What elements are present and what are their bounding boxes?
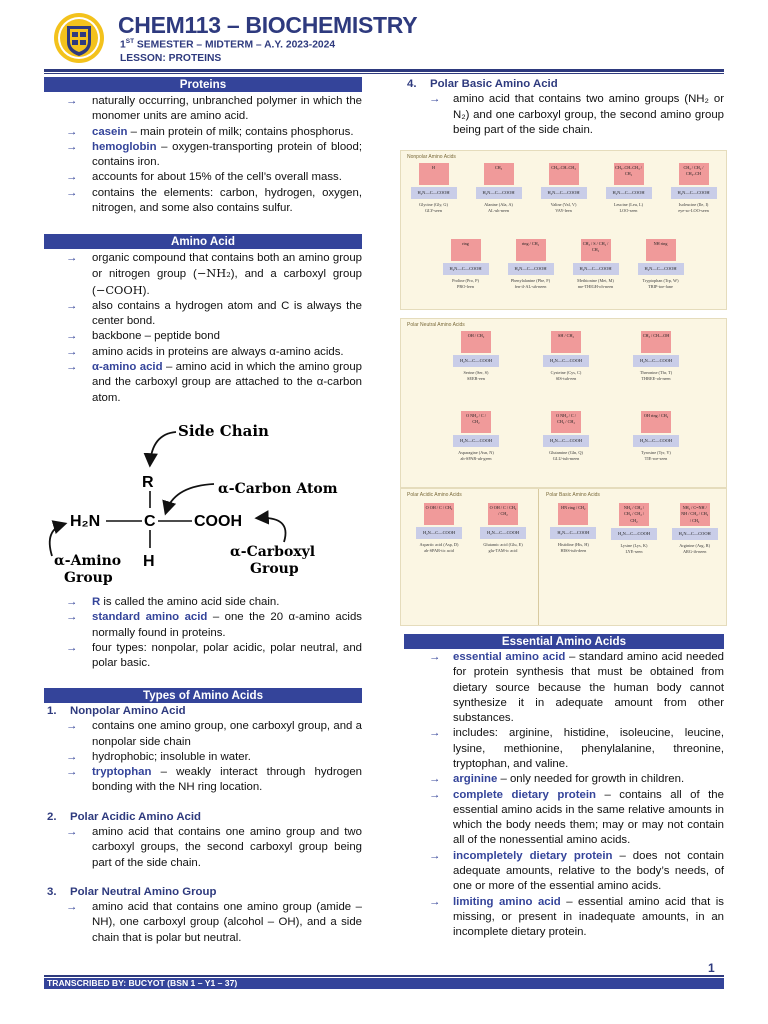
polar-basic-section: [404, 77, 724, 138]
amino-acid-card: [521, 411, 611, 486]
list-item: → arginine – only needed for growth in children.: [404, 772, 724, 787]
amino-acid-name: Glycine (Gly, G): [419, 202, 448, 207]
alpha-carboxyl-label-2: Group: [250, 561, 299, 577]
side-chain-box: CH₃–CH–CH₃: [549, 163, 579, 185]
essential-section: [404, 634, 724, 940]
backbone-box: H₂N—C—COOH: [633, 435, 679, 447]
amino-acid-card: [407, 503, 471, 623]
amino-acid-card: [596, 163, 661, 235]
backbone-box: H₂N—C—COOH: [550, 527, 596, 539]
right-arrow-icon: →: [429, 788, 441, 801]
amino-acid-card: [498, 239, 563, 311]
alpha-amino-label-2: Group: [64, 570, 113, 586]
nonpolar-list: [44, 719, 362, 795]
amino-acid-name: Asparagine (Asn, N): [458, 450, 494, 455]
polar-neutral-list: [44, 900, 362, 946]
list-item: → also contains a hydrogen atom and C is always the center bond.: [66, 299, 362, 328]
list-item: → naturally occurring, unbranched polymer in which the monomer units are amino acid.: [66, 95, 362, 123]
backbone-box: H₂N—C—COOH: [416, 527, 462, 539]
right-arrow-icon: →: [429, 773, 441, 786]
school-seal-icon: [52, 12, 106, 64]
amino-acid-pronunciation: AL-uh-neen: [488, 207, 509, 213]
footer-bar: TRANSCRIBED BY: BUCYOT (BSN 1 – Y1 – 37): [44, 978, 724, 989]
figure-row: [431, 411, 701, 486]
backbone-box: H₂N—C—COOH: [633, 355, 679, 367]
right-arrow-icon: →: [66, 611, 78, 624]
figure-title: Nonpolar Amino Acids: [407, 154, 456, 160]
amino-acid-pronunciation: SEER-een: [467, 375, 485, 381]
backbone-box: H₂N—C—COOH: [453, 355, 499, 367]
list-item: → complete dietary protein – contains all of the essential amino acids in the same relative amounts in which the body needs them; may or may not contain all of the nonessential amino acids.: [429, 788, 724, 847]
list-item: → backbone – peptide bond: [44, 329, 362, 344]
right-arrow-icon: →: [66, 750, 78, 763]
proteins-heading: Proteins: [44, 77, 362, 92]
amino-acid-card: [611, 331, 701, 403]
figure-row: [407, 503, 535, 623]
amino-acid-name: Isoleucine (Ile, I): [678, 202, 709, 207]
side-chain-box: OH / CH₂: [461, 331, 491, 353]
amino-acid-pronunciation: HISS-tuh-deen: [560, 547, 587, 553]
side-chain-box: O NH₂ / C / CH₂ / CH₂: [551, 411, 581, 433]
backbone-box: H₂N—C—COOH: [476, 187, 522, 199]
amino-acid-card: [543, 503, 604, 623]
side-chain-box: CH₃ / CH—OH: [641, 331, 671, 353]
right-arrow-icon: →: [429, 895, 441, 908]
figure-divider: [538, 489, 539, 625]
side-chain-box: OH ring / CH₂: [641, 411, 671, 433]
amino-acid-pronunciation: fen-il-AL-uh-neen: [514, 283, 547, 289]
carboxyl-group-symbol: COOH: [194, 513, 242, 530]
list-item: → accounts for about 15% of the cell’s overall mass.: [44, 170, 362, 185]
right-arrow-icon: →: [66, 901, 78, 914]
amino-acid-pronunciation: ah-SPAR-tic acid: [424, 547, 454, 553]
amino-acid-name: Glutamic acid (Glu, E): [483, 542, 523, 547]
r-group-symbol: R: [142, 474, 154, 491]
amino-acid-name: Aspartic acid (Asp, D): [419, 542, 459, 547]
amino-acid-pronunciation: LOO-seen: [619, 207, 638, 213]
side-chain-box: ring / CH₂: [516, 239, 546, 261]
type-heading-polar-acidic: 2. Polar Acidic Amino Acid: [47, 810, 202, 823]
amino-acid-pronunciation: PRO-leen: [457, 283, 474, 289]
amino-acid-card: [531, 163, 596, 235]
amino-acid-card: [521, 331, 611, 403]
essential-list: [404, 650, 724, 940]
list-item: → contains one amino group, one carboxyl group, and a nonpolar side chain: [66, 720, 362, 748]
lesson-line: LESSON: PROTEINS: [120, 53, 222, 64]
list-item: → contains the elements: carbon, hydrogen, oxygen, nitrogen, and some also contains sulfur.: [66, 186, 362, 214]
amino-acid-pronunciation: glu-TAM-ic acid: [488, 547, 518, 553]
amino-acid-pronunciation: eye-so-LOO-seen: [678, 207, 709, 213]
amino-acid-card: [401, 163, 466, 235]
right-arrow-icon: →: [429, 651, 441, 663]
list-item: → organic compound that contains both an amino group or nitrogen group (−NH₂), and a carboxyl group (−COOH).: [66, 252, 362, 297]
amino-acid-structure-diagram: [44, 420, 362, 592]
header-rule: [44, 69, 724, 72]
semester-line: 1ST SEMESTER – MIDTERM – A.Y. 2023-2024: [120, 38, 336, 51]
amino-acid-name: Histidine (His, H): [557, 542, 589, 547]
right-arrow-icon: →: [66, 186, 78, 199]
side-chain-box: O OH / C / CH₂: [424, 503, 454, 525]
amino-acid-name: Phenylalanine (Phe, F): [510, 278, 551, 283]
side-chain-box: NH ring: [646, 239, 676, 261]
list-item: → essential amino acid – standard amino acid needed for protein synthesis that must be obtained from dietary source because the human body cannot synthesize it in adequate amount from other substances.: [429, 651, 724, 725]
nonpolar-amino-acids-figure: [400, 150, 727, 310]
right-arrow-icon: →: [66, 252, 78, 264]
polar-acidic-basic-amino-acids-figure: [400, 488, 727, 626]
backbone-box: H₂N—C—COOH: [508, 263, 554, 275]
proteins-list: [44, 94, 362, 216]
polar-acidic-list: [44, 825, 362, 871]
type-heading-polar-neutral: 3. Polar Neutral Amino Group: [47, 885, 217, 898]
right-arrow-icon: →: [66, 330, 78, 343]
list-item: → α-amino acid – amino acid in which the amino group and the carboxyl group are attached to the α-carbon atom.: [66, 360, 363, 404]
amino-acid-name: Glutamine (Gln, Q): [549, 450, 583, 455]
type-heading-nonpolar: 1. Nonpolar Amino Acid: [47, 705, 186, 717]
amino-arrow: [50, 524, 64, 556]
side-chain-box: ring: [451, 239, 481, 261]
figure-row: [401, 163, 726, 235]
list-item: → four types: nonpolar, polar acidic, polar neutral, and polar basic.: [66, 641, 362, 670]
list-item: → amino acid that contains one amino group and two carboxyl groups, the second carboxyl group being part of the side chain.: [66, 825, 362, 869]
backbone-box: H₂N—C—COOH: [411, 187, 457, 199]
right-arrow-icon: →: [66, 345, 78, 358]
amino-acid-section: [44, 234, 362, 406]
figure-title: Polar Acidic Amino Acids: [407, 492, 462, 498]
essential-heading: Essential Amino Acids: [404, 634, 724, 649]
side-chain-box: H: [419, 163, 449, 185]
amino-acid-pronunciation: ARG-ih-neen: [682, 548, 707, 554]
amino-acid-name: Tyrosine (Tyr, Y): [641, 450, 671, 455]
amino-acid-card: [431, 411, 521, 486]
backbone-box: H₂N—C—COOH: [480, 527, 526, 539]
side-chain-box: HN ring / CH₂: [558, 503, 588, 525]
backbone-box: H₂N—C—COOH: [543, 435, 589, 447]
backbone-box: H₂N—C—COOH: [453, 435, 499, 447]
figure-row: [431, 331, 701, 403]
backbone-box: H₂N—C—COOH: [671, 187, 717, 199]
right-arrow-icon: →: [429, 727, 441, 740]
side-chain-box: NH₂ / CH₂ / CH₂ / CH₂ / CH₂: [619, 503, 649, 526]
proteins-section: [44, 77, 362, 216]
amino-acid-pronunciation: SIS-tuh-een: [555, 375, 577, 381]
amino-acid-name: Methionine (Met, M): [577, 278, 614, 283]
side-chain-box: NH₂ / C=NH / NH / CH₂ / CH₂ / CH₂: [680, 503, 710, 526]
amino-acid-pronunciation: GLY-seen: [425, 207, 442, 213]
amino-acid-name: Proline (Pro, P): [452, 278, 479, 283]
amino-acid-pronunciation: TRIP-toe-fane: [648, 283, 673, 289]
amino-acid-name: Alanine (Ala, A): [484, 202, 513, 207]
side-chain-box: O NH₂ / C / CH₂: [461, 411, 491, 433]
amino-acid-card: [611, 411, 701, 486]
list-item: → incompletely dietary protein – does not contain adequate amounts, relative to the body’s needs, of one or more of the essential amino acids.: [429, 849, 724, 893]
backbone-box: H₂N—C—COOH: [573, 263, 619, 275]
list-item: → standard amino acid – one the 20 α-amino acids normally found in proteins.: [66, 611, 362, 639]
right-arrow-icon: →: [66, 171, 78, 184]
side-chain-box: CH₃–CH–CH₃ / CH₂: [614, 163, 644, 185]
right-arrow-icon: →: [66, 95, 78, 107]
alpha-carboxyl-label-1: α-Carboxyl: [230, 544, 316, 560]
header-rule-thin: [44, 73, 724, 74]
amino-acid-card: [433, 239, 498, 311]
amino-acid-list: [44, 251, 362, 406]
right-arrow-icon: →: [429, 93, 441, 106]
amino-acid-card: [628, 239, 693, 311]
figure-title: Polar Basic Amino Acids: [546, 492, 600, 498]
amino-acid-name: Cysteine (Cys, C): [550, 370, 582, 375]
right-arrow-icon: →: [66, 140, 78, 153]
backbone-box: H₂N—C—COOH: [672, 528, 718, 540]
figure-title: Polar Neutral Amino Acids: [407, 322, 465, 328]
amino-acid-name: Leucine (Leu, L): [613, 202, 644, 207]
list-item: → hydrophobic; insoluble in water.: [44, 750, 362, 765]
list-item: → tryptophan – weakly interact through hydrogen bonding with the NH ring location.: [66, 766, 362, 794]
hydrogen-symbol: H: [143, 553, 155, 570]
right-arrow-icon: →: [66, 641, 78, 654]
backbone-box: H₂N—C—COOH: [543, 355, 589, 367]
side-chain-box: O OH / C / CH₂ / CH₂: [488, 503, 518, 525]
side-chain-box: CH₃ / CH₂ / CH₃–CH: [679, 163, 709, 185]
right-arrow-icon: →: [66, 360, 78, 373]
amino-acid-card: [431, 331, 521, 403]
list-item: → amino acid that contains one amino group (amide – NH), one carboxyl group (alcohol – OH), and a side chain that is polar but neutral.: [66, 901, 362, 944]
right-arrow-icon: →: [66, 596, 78, 608]
backbone-box: H₂N—C—COOH: [443, 263, 489, 275]
type-heading-polar-basic: 4. Polar Basic Amino Acid: [407, 78, 558, 90]
amino-acid-name: Serine (Ser, S): [463, 370, 489, 375]
amino-acid-name: Valine (Val, V): [550, 202, 577, 207]
amino-acid-notes-list: [44, 595, 362, 671]
types-heading: Types of Amino Acids: [44, 688, 362, 703]
side-chain-box: SH / CH₂: [551, 331, 581, 353]
types-section: [44, 688, 362, 946]
list-item: → amino acids in proteins are always α-amino acids.: [44, 345, 362, 360]
right-arrow-icon: →: [66, 125, 78, 138]
amino-acid-heading: Amino Acid: [44, 234, 362, 249]
right-arrow-icon: →: [66, 720, 78, 733]
side-chain-box: CH₃ / S / CH₂ / CH₂: [581, 239, 611, 261]
right-arrow-icon: →: [66, 299, 78, 312]
amino-group-symbol: H₂N: [70, 513, 101, 530]
backbone-box: H₂N—C—COOH: [606, 187, 652, 199]
backbone-box: H₂N—C—COOH: [611, 528, 657, 540]
amino-acid-card: [471, 503, 535, 623]
side-chain-arrow: [150, 432, 176, 464]
list-item: → casein – main protein of milk; contains phosphorus.: [44, 125, 362, 140]
amino-acid-pronunciation: LYE-seen: [625, 548, 643, 554]
amino-acid-pronunciation: GLU-tuh-meen: [552, 455, 580, 461]
backbone-box: H₂N—C—COOH: [541, 187, 587, 199]
alpha-carbon-symbol: C: [144, 513, 156, 530]
amino-acid-name: Arginine (Arg, R): [679, 542, 711, 548]
alpha-carbon-label: α-Carbon Atom: [218, 481, 338, 497]
amino-acid-name: Tryptophan (Trp, W): [642, 278, 679, 283]
page-number: 1: [708, 961, 715, 975]
amino-acid-pronunciation: TIE-roe-seen: [644, 455, 668, 461]
backbone-box: H₂N—C—COOH: [638, 263, 684, 275]
figure-row: [543, 503, 725, 623]
document-title: CHEM113 – BIOCHEMISTRY: [118, 12, 418, 38]
amino-acid-card: [563, 239, 628, 311]
right-arrow-icon: →: [429, 849, 441, 862]
amino-acid-pronunciation: VAY-leen: [555, 207, 572, 213]
amino-acid-pronunciation: me-THIGH-oh-neen: [577, 283, 614, 289]
right-arrow-icon: →: [66, 766, 78, 779]
polar-basic-list: [404, 92, 724, 138]
side-chain-label: Side Chain: [178, 422, 269, 440]
polar-neutral-amino-acids-figure: [400, 318, 727, 488]
alpha-carbon-arrow: [166, 484, 214, 512]
carboxyl-arrow: [258, 518, 286, 542]
list-item: → limiting amino acid – essential amino acid that is missing, or present in inadequate amounts, in an incomplete dietary protein.: [429, 895, 724, 939]
amino-acid-card: [466, 163, 531, 235]
side-chain-box: CH₃: [484, 163, 514, 185]
amino-acid-card: [664, 503, 725, 623]
footer-rule: [44, 975, 724, 977]
amino-acid-card: [661, 163, 726, 235]
amino-acid-pronunciation: ah-SPAR-uh-geen: [460, 455, 492, 461]
amino-acid-name: Lysine (Lys, K): [620, 542, 648, 548]
alpha-amino-label-1: α-Amino: [54, 553, 122, 569]
amino-acid-pronunciation: THREE-oh-neen: [641, 375, 671, 381]
list-item: → includes: arginine, histidine, isoleucine, leucine, lysine, methionine, phenylalanine, threonine, tryptophan, and valine.: [429, 727, 724, 770]
list-item: → hemoglobin – oxygen-transporting protein of blood; contains iron.: [66, 140, 362, 169]
amino-acid-card: [604, 503, 665, 623]
amino-acid-name: Threonine (Thr, T): [639, 370, 673, 375]
right-arrow-icon: →: [66, 825, 78, 838]
list-item: → R is called the amino acid side chain.: [44, 595, 362, 610]
list-item: → amino acid that contains two amino groups (NH₂ or N₂) and one carboxyl group, the second amino group being part of the side chain.: [429, 93, 724, 136]
figure-row: [433, 239, 758, 311]
amino-acid-notes: [44, 595, 362, 671]
